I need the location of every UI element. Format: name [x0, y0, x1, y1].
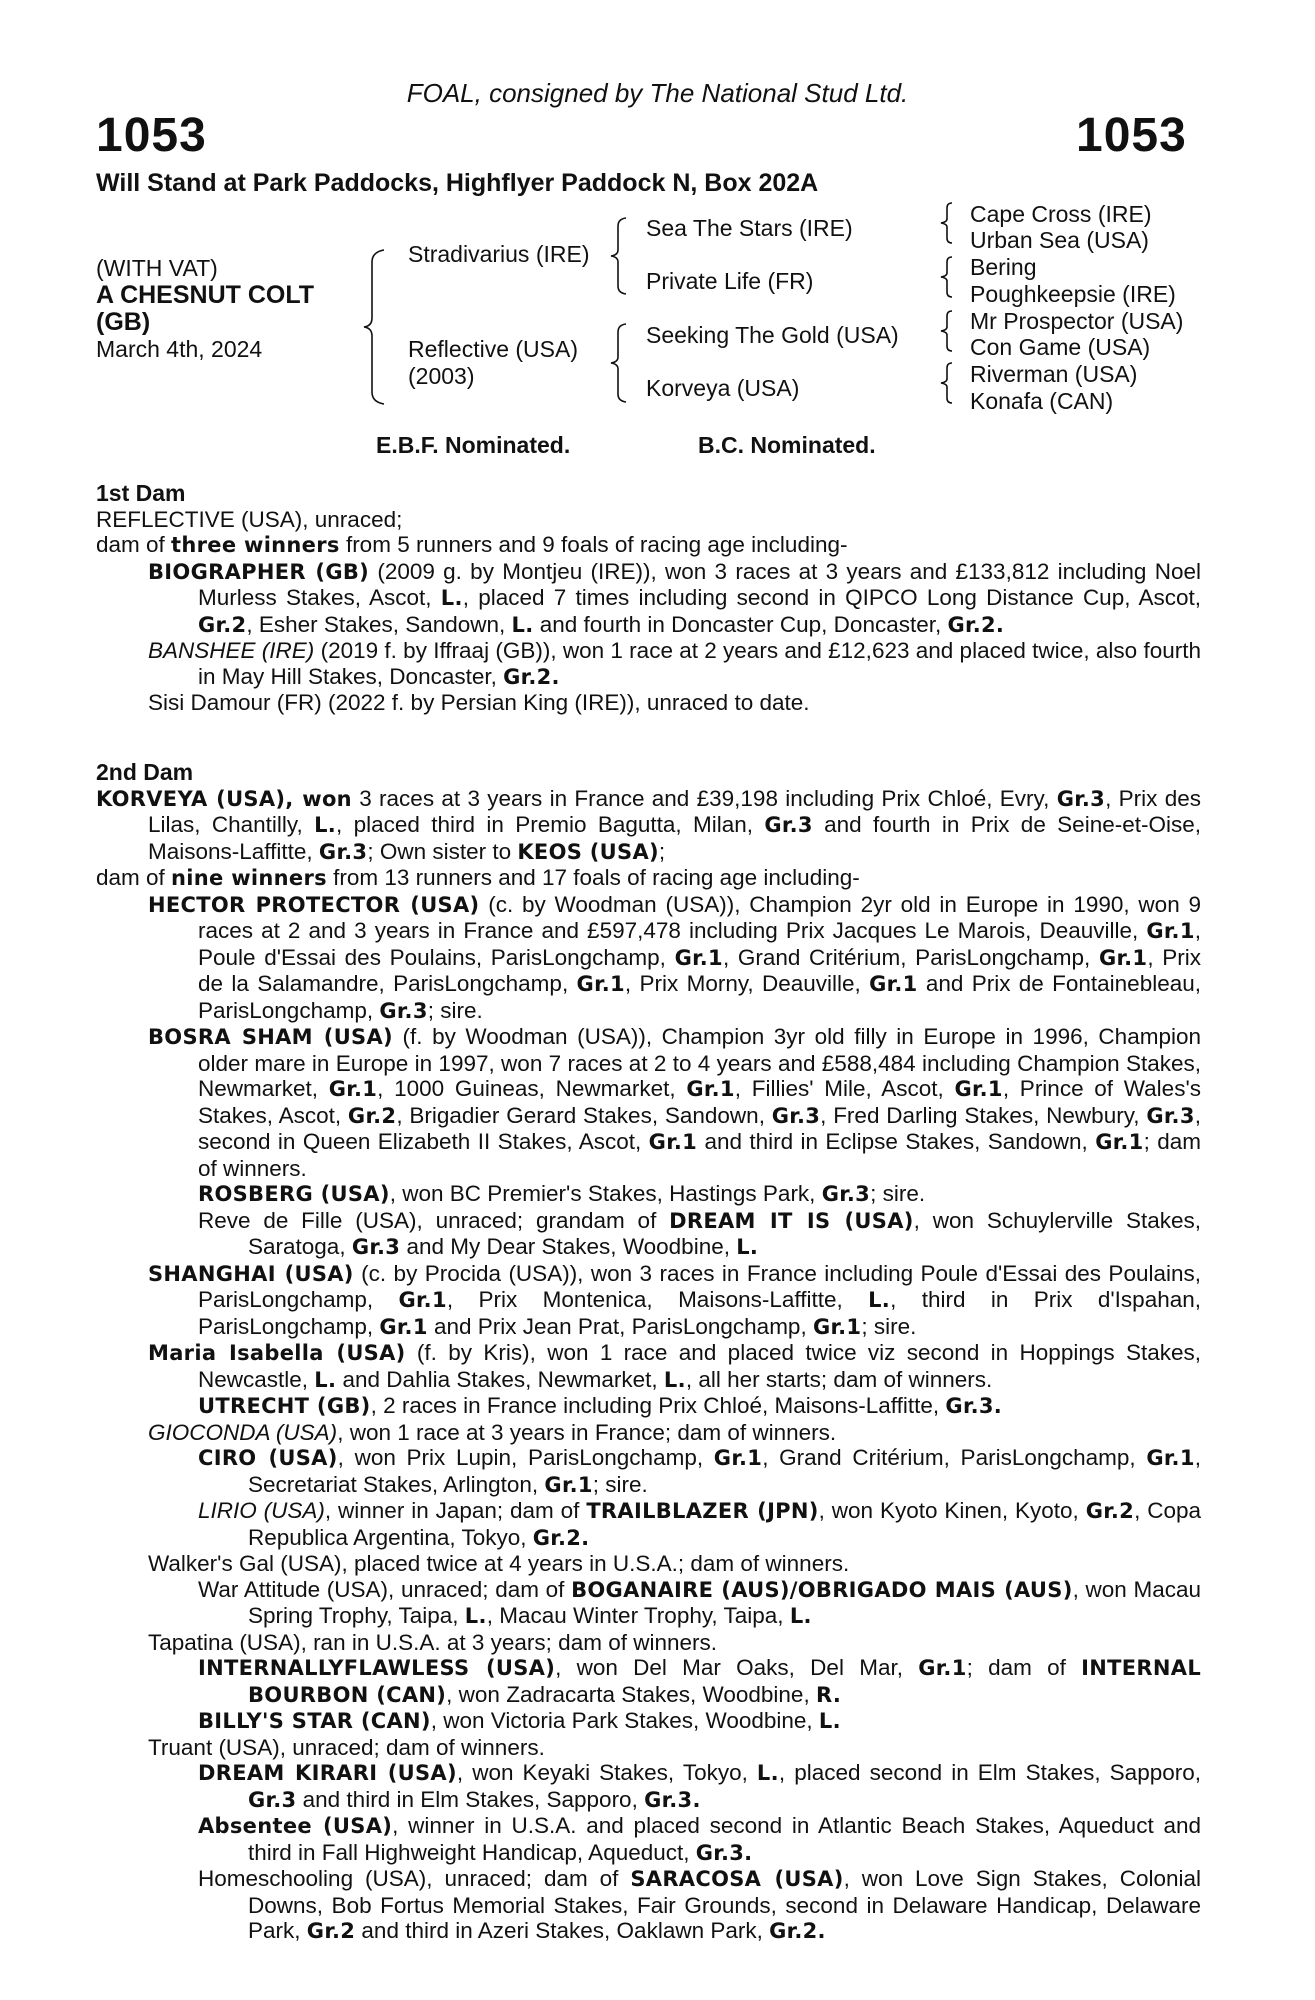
pedigree-brace-ss — [938, 201, 956, 245]
produce-banshee: BANSHEE (IRE) (2019 f. by Iffraaj (GB)), won 1 race at 2 years and £12,623 and placed twice, also fourth in May Hill Stakes, Doncaster, Gr.2. — [148, 638, 1202, 689]
produce-truant: Truant (USA), unraced; dam of winners. — [148, 1734, 545, 1760]
consignor-line: FOAL, consigned by The National Stud Ltd. — [406, 78, 909, 108]
pedigree-brace-dam — [608, 322, 630, 404]
produce-walkers-gal: Walker's Gal (USA), placed twice at 4 years in U.S.A.; dam of winners. — [148, 1551, 850, 1576]
produce-maria-isabella: Maria Isabella (USA) (f. by Kris), won 1 race and placed twice viz second in Hoppings Stakes, Newcastle, L. and Dahlia Stakes, Newmarket, L., all her starts; dam of winners. — [148, 1340, 1201, 1392]
lot-number-left: 1053 — [96, 109, 207, 162]
produce-war-attitude: War Attitude (USA), unraced; dam of BOGANAIRE (AUS)/OBRIGADO MAIS (AUS), won Macau Spring Trophy, Taipa, L., Macau Winter Trophy, Taipa, L. — [198, 1576, 1202, 1628]
produce-ciro: CIRO (USA), won Prix Lupin, ParisLongchamp, Gr.1, Grand Critérium, ParisLongchamp, Gr.1, Secretariat Stakes, Arlington, Gr.1; sire. — [198, 1445, 1202, 1497]
pedigree-brace-sd — [938, 255, 956, 299]
pedigree-dam: Reflective (USA) — [408, 336, 578, 362]
foal-description — [96, 255, 314, 363]
vat-note: (WITH VAT) — [96, 255, 218, 281]
first-dam-produce-summary: dam of three winners from 5 runners and 9 foals of racing age including- — [96, 532, 848, 557]
pedigree-dam-year: (2003) — [408, 363, 475, 389]
foal-country: (GB) — [96, 308, 151, 336]
foal-title: A CHESNUT COLT — [96, 281, 315, 309]
produce-rosberg: ROSBERG (USA), won BC Premier's Stakes, Hastings Park, Gr.3; sire. — [198, 1181, 926, 1206]
pedigree-sdd: Poughkeepsie (IRE) — [970, 281, 1176, 307]
produce-sisi-damour: Sisi Damour (FR) (2022 f. by Persian King (IRE)), unraced to date. — [148, 690, 810, 715]
ebf-nomination: E.B.F. Nominated. — [376, 432, 571, 458]
produce-internallyflawless: INTERNALLYFLAWLESS (USA), won Del Mar Oaks, Del Mar, Gr.1; dam of INTERNAL BOURBON (CAN), won Zadracarta Stakes, Woodbine, R. — [198, 1655, 1201, 1707]
produce-billys-star: BILLY'S STAR (CAN), won Victoria Park Stakes, Woodbine, L. — [198, 1708, 841, 1733]
produce-shanghai: SHANGHAI (USA) (c. by Procida (USA)), won 3 races in France including Poule d'Essai des Poulains, ParisLongchamp, Gr.1, Prix Montenica, Maisons-Laffitte, L., third in Prix d'Ispahan, ParisLongchamp, Gr.1 and Prix Jean Prat, ParisLongchamp, Gr.1; sire. — [148, 1260, 1201, 1339]
produce-biographer: BIOGRAPHER (GB) (2009 g. by Montjeu (IRE)), won 3 races at 3 years and £133,812 including Noel Murless Stakes, Ascot, L., placed 7 times including second in QIPCO Long Distance Cup, Ascot, Gr.2, Esher Stakes, Sandown, L. and fourth in Doncaster Cup, Doncaster, Gr.2. — [148, 558, 1201, 637]
produce-hector-protector: HECTOR PROTECTOR (USA) (c. by Woodman (USA)), Champion 2yr old in Europe in 1990, won 9 races at 2 and 3 years in France and £597,478 including Prix Jacques Le Marois, Deauville, Gr.1, Poule d'Essai des Poulains, ParisLongchamp, Gr.1, Grand Critérium, ParisLongchamp, Gr.1, Prix de la Salamandre, ParisLongchamp, Gr.1, Prix Morny, Deauville, Gr.1 and Prix de Fontainebleau, ParisLongchamp, Gr.3; sire. — [148, 891, 1202, 1023]
produce-lirio: LIRIO (USA), winner in Japan; dam of TRAILBLAZER (JPN), won Kyoto Kinen, Kyoto, Gr.2, Copa Republica Argentina, Tokyo, Gr.2. — [198, 1498, 1202, 1550]
stand-location: Will Stand at Park Paddocks, Highflyer Paddock N, Box 202A — [96, 169, 819, 197]
pedigree-ddd: Konafa (CAN) — [970, 388, 1114, 414]
produce-absentee: Absentee (USA), winner in U.S.A. and placed second in Atlantic Beach Stakes, Aqueduct and third in Fall Highweight Handicap, Aqueduct, Gr.3. — [198, 1813, 1201, 1865]
second-dam-korveya: KORVEYA (USA), won 3 races at 3 years in France and £39,198 including Prix Chloé, Evry, Gr.3, Prix des Lilas, Chantilly, L., placed third in Premio Bagutta, Milan, Gr.3 and fourth in Prix de Seine-et-Oise, Maisons-Laffitte, Gr.3; Own sister to KEOS (USA); — [96, 785, 1201, 864]
first-dam-heading: 1st Dam — [96, 480, 186, 506]
bc-nomination: B.C. Nominated. — [698, 432, 876, 458]
first-dam-section — [96, 481, 1201, 716]
pedigree-sds: Bering — [970, 254, 1037, 280]
pedigree-brace-main — [362, 248, 388, 406]
produce-tapatina: Tapatina (USA), ran in U.S.A. at 3 years; dam of winners. — [148, 1629, 717, 1655]
second-dam-section — [96, 760, 1201, 1945]
pedigree-brace-sire — [608, 216, 630, 296]
second-dam-heading: 2nd Dam — [96, 759, 194, 785]
pedigree-ssd: Urban Sea (USA) — [970, 227, 1149, 253]
first-dam-line: REFLECTIVE (USA), unraced; — [96, 506, 403, 532]
produce-homeschooling: Homeschooling (USA), unraced; dam of SARACOSA (USA), won Love Sign Stakes, Colonial Downs, Bob Fortus Memorial Stakes, Fair Grounds, second in Delaware Handicap, Delaware Park, Gr.2 and third in Azeri Stakes, Oaklawn Park, Gr.2. — [198, 1866, 1201, 1943]
pedigree-dsd: Con Game (USA) — [970, 334, 1151, 360]
foal-birthdate: March 4th, 2024 — [96, 336, 263, 362]
produce-gioconda: GIOCONDA (USA), won 1 race at 3 years in France; dam of winners. — [148, 1419, 837, 1445]
pedigree-brace-ds — [938, 309, 956, 353]
pedigree-dss: Mr Prospector (USA) — [970, 308, 1184, 334]
produce-reve-de-fille: Reve de Fille (USA), unraced; grandam of DREAM IT IS (USA), won Schuylerville Stakes, Saratoga, Gr.3 and My Dear Stakes, Woodbine, L. — [198, 1207, 1201, 1259]
pedigree-sire-dam: Private Life (FR) — [646, 268, 814, 294]
pedigree-dds: Riverman (USA) — [970, 361, 1138, 387]
pedigree-sire: Stradivarius (IRE) — [408, 241, 590, 267]
pedigree-sss: Cape Cross (IRE) — [970, 201, 1152, 227]
pedigree-brace-dd — [938, 361, 956, 405]
second-dam-produce-summary: dam of nine winners from 13 runners and 17 foals of racing age including- — [96, 865, 860, 890]
lot-number-right: 1053 — [1076, 109, 1187, 162]
produce-dream-kirari: DREAM KIRARI (USA), won Keyaki Stakes, Tokyo, L., placed second in Elm Stakes, Sapporo, Gr.3 and third in Elm Stakes, Sapporo, Gr.3. — [198, 1760, 1201, 1812]
produce-bosra-sham: BOSRA SHAM (USA) (f. by Woodman (USA)), Champion 3yr old filly in Europe in 1996, Champion older mare in Europe in 1997, won 7 races at 2 to 4 years and £588,484 including Champion Stakes, Newmarket, Gr.1, 1000 Guineas, Newmarket, Gr.1, Fillies' Mile, Ascot, Gr.1, Prince of Wales's Stakes, Ascot, Gr.2, Brigadier Gerard Stakes, Sandown, Gr.3, Fred Darling Stakes, Newbury, Gr.3, second in Queen Elizabeth II Stakes, Ascot, Gr.1 and third in Eclipse Stakes, Sandown, Gr.1; dam of winners. — [148, 1024, 1201, 1181]
pedigree-sire-sire: Sea The Stars (IRE) — [646, 215, 853, 241]
pedigree-dam-sire: Seeking The Gold (USA) — [646, 322, 899, 348]
pedigree-dam-dam: Korveya (USA) — [646, 375, 800, 401]
produce-utrecht: UTRECHT (GB), 2 races in France including Prix Chloé, Maisons-Laffitte, Gr.3. — [198, 1393, 1003, 1418]
